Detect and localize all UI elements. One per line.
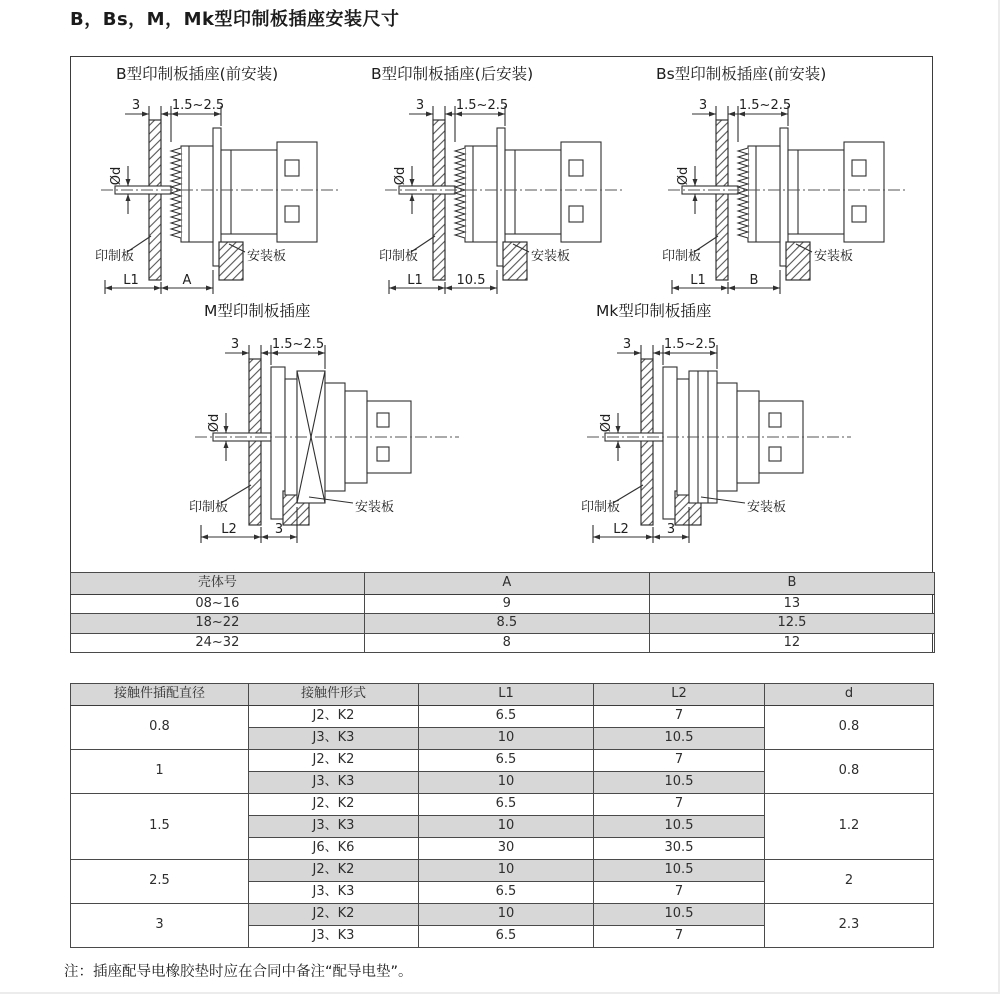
l1-cell: 10	[419, 728, 594, 750]
l1-cell: 6.5	[419, 750, 594, 772]
l1-cell: 10	[419, 860, 594, 882]
l2-cell: 7	[594, 794, 765, 816]
dim-board-thickness: 3	[131, 98, 141, 113]
dim-bottom-left: L1	[690, 273, 706, 288]
label-mounting-plate: 安装板	[355, 500, 395, 515]
l2-cell: 10.5	[594, 728, 765, 750]
table-row	[71, 860, 934, 882]
contact-form-cell: J3、K3	[249, 926, 419, 948]
contact-form-cell: J6、K6	[249, 838, 419, 860]
shell-size-table	[70, 572, 935, 654]
l2-cell: 30.5	[594, 838, 765, 860]
diagram-m-type	[171, 299, 476, 553]
dim-board-thickness: 3	[415, 98, 425, 113]
contact-form-cell: J2、K2	[249, 706, 419, 728]
label-pcb: 印制板	[581, 500, 621, 515]
dim-bottom-right: 3	[274, 522, 284, 537]
label-mounting-plate: 安装板	[814, 249, 854, 264]
page-title: B，Bs，M，Mk型印制板插座安装尺寸	[70, 9, 400, 30]
dim-panel-range: 1.5~2.5	[271, 337, 325, 352]
dim-panel-range: 1.5~2.5	[663, 337, 717, 352]
diameter-cell: 3	[71, 904, 249, 948]
contact-form-cell: J2、K2	[249, 904, 419, 926]
dim-bottom-left: L2	[221, 522, 237, 537]
dim-bottom-right: A	[182, 273, 192, 288]
label-pcb: 印制板	[379, 249, 419, 264]
contact-form-cell: J3、K3	[249, 816, 419, 838]
connector-drawing	[79, 84, 359, 302]
contact-form-cell: J2、K2	[249, 794, 419, 816]
table-header-row	[71, 572, 935, 594]
connector-drawing	[563, 321, 863, 553]
table-row	[71, 614, 935, 634]
dim-pin-diameter: Ød	[599, 413, 614, 433]
contact-dimension-table	[70, 683, 934, 948]
footnote: 注：插座配导电橡胶垫时应在合同中备注“配导电垫”。	[64, 964, 413, 980]
column-header: L2	[594, 684, 765, 706]
table-cell: 24~32	[71, 633, 365, 653]
contact-form-cell: J2、K2	[249, 860, 419, 882]
dim-pin-diameter: Ød	[109, 166, 124, 186]
l2-cell: 10.5	[594, 772, 765, 794]
l2-cell: 7	[594, 750, 765, 772]
d-cell: 0.8	[765, 706, 934, 750]
diagram-title: B型印制板插座(后安装)	[371, 65, 534, 83]
column-header: 接触件形式	[249, 684, 419, 706]
table-cell: 08~16	[71, 594, 365, 614]
l1-cell: 6.5	[419, 882, 594, 904]
dim-board-thickness: 3	[698, 98, 708, 113]
dim-board-thickness: 3	[230, 337, 240, 352]
table-cell: 8.5	[364, 614, 649, 634]
dim-pin-diameter: Ød	[207, 413, 222, 433]
dim-board-thickness: 3	[622, 337, 632, 352]
contact-form-cell: J3、K3	[249, 772, 419, 794]
label-pcb: 印制板	[662, 249, 702, 264]
table-row	[71, 706, 934, 728]
dim-pin-diameter: Ød	[393, 166, 408, 186]
d-cell: 2.3	[765, 904, 934, 948]
dim-bottom-left: L1	[123, 273, 139, 288]
diameter-cell: 1	[71, 750, 249, 794]
l2-cell: 7	[594, 926, 765, 948]
connector-drawing	[646, 84, 926, 302]
connector-drawing	[171, 321, 471, 553]
l2-cell: 7	[594, 882, 765, 904]
dim-bottom-right: 10.5	[456, 273, 486, 288]
table-row	[71, 794, 934, 816]
label-mounting-plate: 安装板	[531, 249, 571, 264]
l2-cell: 10.5	[594, 816, 765, 838]
diagram-title: B型印制板插座(前安装)	[116, 65, 279, 83]
l2-cell: 10.5	[594, 904, 765, 926]
d-cell: 2	[765, 860, 934, 904]
diameter-cell: 0.8	[71, 706, 249, 750]
table-row	[71, 750, 934, 772]
label-mounting-plate: 安装板	[747, 500, 787, 515]
l1-cell: 6.5	[419, 706, 594, 728]
diagram-title: Mk型印制板插座	[596, 302, 712, 320]
dim-panel-range: 1.5~2.5	[171, 98, 225, 113]
dim-bottom-left: L1	[407, 273, 423, 288]
contact-form-cell: J2、K2	[249, 750, 419, 772]
table-cell: 13	[649, 594, 934, 614]
table-cell: 12.5	[649, 614, 934, 634]
dim-pin-diameter: Ød	[676, 166, 691, 186]
contact-form-cell: J3、K3	[249, 882, 419, 904]
table-cell: 12	[649, 633, 934, 653]
l1-cell: 6.5	[419, 926, 594, 948]
dim-bottom-right: B	[749, 273, 759, 288]
diameter-cell: 1.5	[71, 794, 249, 860]
column-header: L1	[419, 684, 594, 706]
l1-cell: 10	[419, 904, 594, 926]
dim-panel-range: 1.5~2.5	[455, 98, 509, 113]
dim-bottom-left: L2	[613, 522, 629, 537]
dim-bottom-right: 3	[666, 522, 676, 537]
column-header: A	[364, 572, 649, 594]
table-cell: 9	[364, 594, 649, 614]
table-cell: 18~22	[71, 614, 365, 634]
dim-panel-range: 1.5~2.5	[738, 98, 792, 113]
table-cell: 8	[364, 633, 649, 653]
l1-cell: 30	[419, 838, 594, 860]
drawings-panel	[70, 56, 933, 653]
table-row	[71, 633, 935, 653]
column-header: 接触件插配直径	[71, 684, 249, 706]
d-cell: 1.2	[765, 794, 934, 860]
table-row	[71, 904, 934, 926]
column-header: 壳体号	[71, 572, 365, 594]
column-header: d	[765, 684, 934, 706]
diagram-b-rear-mount	[363, 62, 645, 302]
label-pcb: 印制板	[189, 500, 229, 515]
diagram-b-front-mount	[79, 62, 361, 302]
label-mounting-plate: 安装板	[247, 249, 287, 264]
contact-form-cell: J3、K3	[249, 728, 419, 750]
diagram-title: Bs型印制板插座(前安装)	[656, 65, 827, 83]
table-row	[71, 594, 935, 614]
l2-cell: 10.5	[594, 860, 765, 882]
l1-cell: 10	[419, 772, 594, 794]
l1-cell: 10	[419, 816, 594, 838]
column-header: B	[649, 572, 934, 594]
table-header-row	[71, 684, 934, 706]
diagram-bs-front-mount	[646, 62, 928, 302]
connector-drawing	[363, 84, 643, 302]
l2-cell: 7	[594, 706, 765, 728]
label-pcb: 印制板	[95, 249, 135, 264]
d-cell: 0.8	[765, 750, 934, 794]
diagram-mk-type	[563, 299, 868, 553]
l1-cell: 6.5	[419, 794, 594, 816]
diagram-title: M型印制板插座	[204, 302, 311, 320]
diameter-cell: 2.5	[71, 860, 249, 904]
